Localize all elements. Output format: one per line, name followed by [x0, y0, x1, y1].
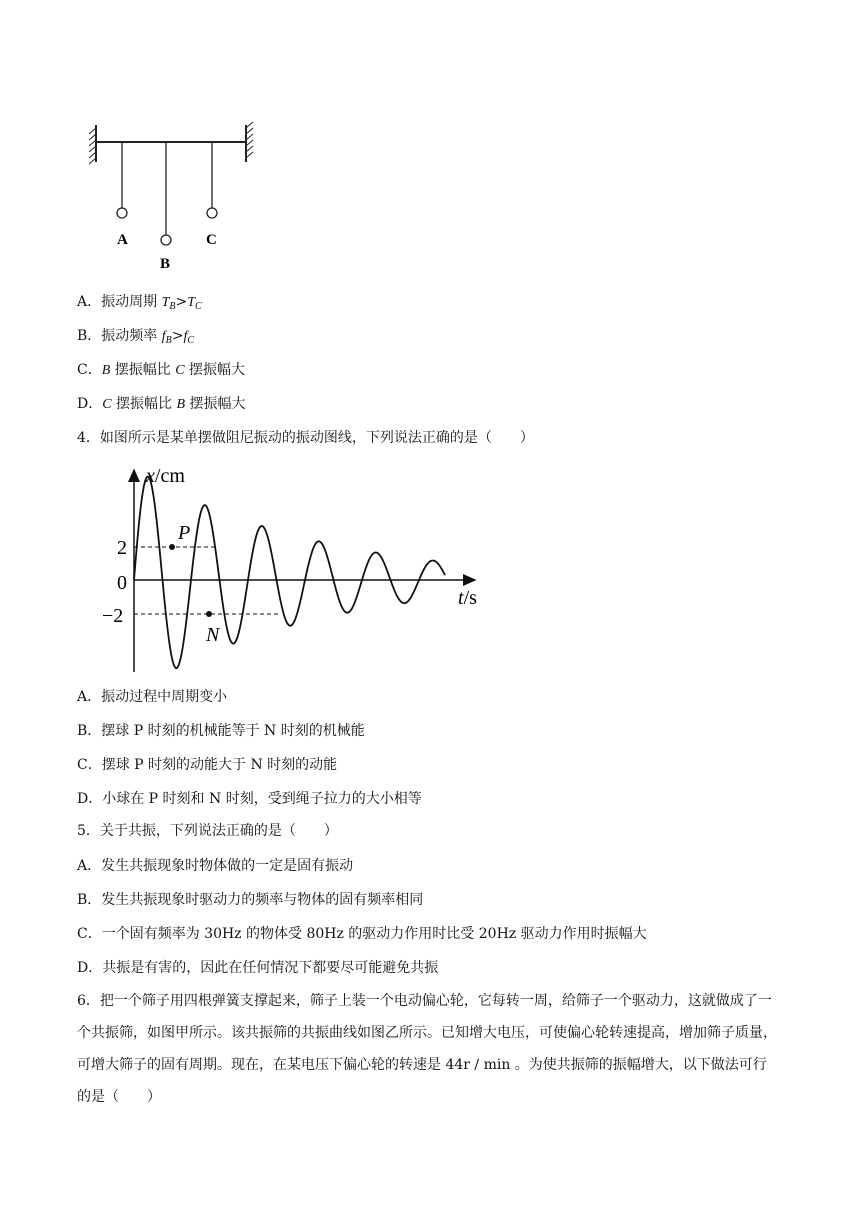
q3-option-c: C．B 摆振幅比 C 摆振幅大	[77, 362, 245, 378]
q4-option-c: C．摆球 P 时刻的动能大于 N 时刻的动能	[77, 757, 338, 773]
damped-wave-curve	[134, 477, 445, 669]
point-p	[169, 544, 175, 550]
point-n	[206, 611, 212, 617]
q5-option-a: A．发生共振现象时物体做的一定是固有振动	[77, 858, 354, 874]
x-axis-label: t/s	[458, 587, 477, 609]
damped-oscillation-graph	[100, 458, 490, 676]
q4-option-a: A．振动过程中周期变小	[77, 689, 228, 705]
q3-option-a: A．振动周期 $T_B>T_C$	[77, 294, 202, 312]
q5-stem: 5．关于共振，下列说法正确的是（ ）	[77, 823, 338, 839]
y-axis-label: x/cm	[146, 465, 185, 487]
q5-option-c: C．一个固有频率为 30Hz 的物体受 80Hz 的驱动力作用时比受 20Hz 驱动力作用时振幅大	[77, 926, 647, 942]
q4-stem: 4．如图所示是某单摆做阻尼振动的振动图线，下列说法正确的是（ ）	[77, 430, 534, 446]
point-n-label: N	[206, 624, 220, 646]
q6-text: 6．把一个筛子用四根弹簧支撑起来，筛子上装一个电动偏心轮，它每转一周，给筛子一个驱动力，这就做成了一个共振筛，如图甲所示。该共振筛的共振曲线如图乙所示。已知增大电压，可使偏心轮转速提高，增加筛子质量，可增大筛子的固有周期。现在，在某电压下偏心轮的转速是 44r / min 。为使共振筛的振幅增大，以下做法可行的是（ ）	[77, 993, 777, 1105]
pendulum-figure	[84, 120, 264, 270]
q5-option-d: D．共振是有害的，因此在任何情况下都要尽可能避免共振	[77, 960, 439, 976]
origin-label: 0	[117, 572, 127, 594]
q5-option-b: B．发生共振现象时驱动力的频率与物体的固有频率相同	[77, 892, 424, 908]
q3-option-b: B．振动频率 $f_B>f_C$	[77, 328, 195, 346]
tick-label-2: 2	[117, 537, 127, 559]
pendulum-label-a: A	[117, 232, 128, 248]
q4-option-d: D．小球在 P 时刻和 N 时刻，受到绳子拉力的大小相等	[77, 791, 422, 807]
tick-label-neg2: −2	[102, 605, 124, 627]
pendulum-label-c: C	[206, 232, 217, 248]
pendulum-label-b: B	[160, 256, 171, 270]
q4-option-b: B．摆球 P 时刻的机械能等于 N 时刻的机械能	[77, 723, 365, 739]
point-p-label: P	[178, 522, 191, 544]
q3-option-d: D．C 摆振幅比 B 摆振幅大	[77, 396, 246, 412]
